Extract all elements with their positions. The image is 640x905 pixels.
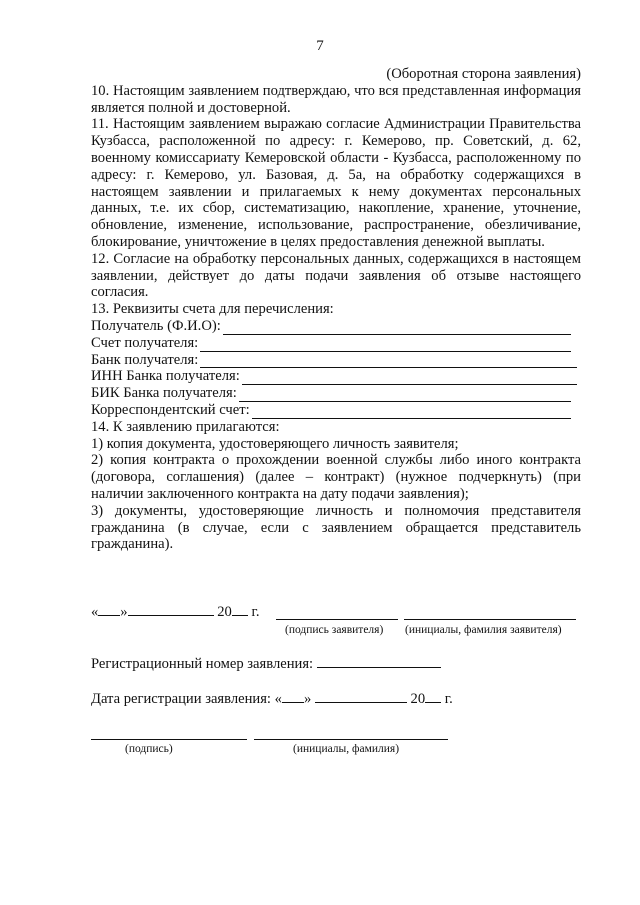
attachment-item: 1) копия документа, удостоверяющего личность заявителя; — [91, 435, 459, 452]
attachments-heading: 14. К заявлению прилагаются: — [91, 418, 280, 435]
paragraph-11: 11. Настоящим заявлением выражаю согласие Администрации Правительства Кузбасса, расположенной по адресу: г. Кемерово, пр. Советский, д. 62, военному комиссариату Кемеровской области - Кузбасса, расположенному по адресу: г. Кемерово, ул. Базовая, д. 5а, на обработку содержащихся в настоящем заявлении и прилагаемых к нему документах персональных данных, т.е. их сбор, систематизацию, накопление, хранение, уточнение, обновление, изменение, использование, распространение, обезличивание, блокирование, уничтожение в целях предоставления денежной выплаты. — [91, 116, 581, 250]
field-bank-inn[interactable] — [91, 368, 581, 385]
field-label: Счет получателя: — [91, 334, 199, 351]
field-label: ИНН Банка получателя: — [91, 368, 240, 385]
blank-line — [239, 389, 571, 402]
year-suffix: г. — [251, 604, 260, 620]
page-number: 7 — [316, 38, 324, 54]
header-note: (Оборотная сторона заявления) — [386, 66, 581, 82]
field-correspondent-account[interactable] — [91, 402, 581, 419]
blank-line — [252, 406, 571, 419]
blank-line — [223, 322, 571, 335]
official-name-blank[interactable] — [254, 739, 448, 740]
field-bank-bik[interactable] — [91, 385, 581, 402]
field-label: Получатель (Ф.И.О): — [91, 317, 221, 334]
paragraph-10: 10. Настоящим заявлением подтверждаю, что вся представленная информация является полной и достоверной. — [91, 82, 581, 116]
reg-year-suffix: г. — [444, 691, 453, 707]
reg-day-blank[interactable] — [282, 690, 304, 703]
official-signature-blank[interactable] — [91, 739, 247, 740]
caption-official-signature: (подпись) — [125, 743, 173, 755]
year-prefix: 20 — [217, 604, 232, 620]
quote-close: » — [303, 691, 312, 707]
quote-open: « — [91, 604, 99, 620]
document-body — [91, 66, 581, 553]
month-blank[interactable] — [128, 603, 214, 616]
paragraph-13: 13. Реквизиты счета для перечисления: — [91, 301, 334, 318]
field-label: Корреспондентский счет: — [91, 401, 250, 418]
field-recipient-account[interactable] — [91, 335, 581, 352]
reg-year-prefix: 20 — [410, 691, 426, 707]
attachment-item: 2) копия контракта о прохождении военной службы либо иного контракта (договора, соглашения) (далее – контракт) (нужное подчеркнуть) (при наличии заключенного контракта на дату подачи заявления); — [91, 452, 581, 502]
field-recipient-bank[interactable] — [91, 352, 581, 369]
field-recipient-name[interactable] — [91, 318, 581, 335]
field-label: БИК Банка получателя: — [91, 385, 237, 402]
caption-official-name: (инициалы, фамилия) — [293, 743, 400, 755]
registration-date-label: Дата регистрации заявления: « — [91, 691, 282, 707]
registration-number-line — [91, 655, 441, 673]
paragraph-12: 12. Согласие на обработку персональных данных, содержащихся в настоящем заявлении, действует до даты подачи заявления об отзыве настоящего согласия. — [91, 250, 581, 301]
reg-year-blank[interactable] — [425, 690, 441, 703]
day-blank[interactable] — [98, 603, 120, 616]
caption-applicant-signature: (подпись заявителя) — [285, 624, 384, 636]
registration-number-label: Регистрационный номер заявления: — [91, 656, 314, 672]
blank-line — [200, 339, 571, 352]
registration-number-blank[interactable] — [317, 655, 441, 668]
applicant-date-line — [91, 603, 260, 621]
applicant-signature-blank[interactable] — [276, 619, 398, 620]
blank-line — [242, 372, 577, 385]
year-blank[interactable] — [232, 603, 248, 616]
blank-line — [200, 355, 577, 368]
field-label: Банк получателя: — [91, 351, 199, 368]
reg-month-blank[interactable] — [315, 690, 407, 703]
registration-date-line — [91, 690, 453, 708]
attachment-item: 3) документы, удостоверяющие личность и полномочия представителя гражданина (в случае, если с заявлением обращается представитель гражданина). — [91, 502, 581, 553]
applicant-name-blank[interactable] — [404, 619, 576, 620]
quote-close: » — [120, 604, 128, 620]
caption-applicant-name: (инициалы, фамилия заявителя) — [405, 624, 562, 636]
